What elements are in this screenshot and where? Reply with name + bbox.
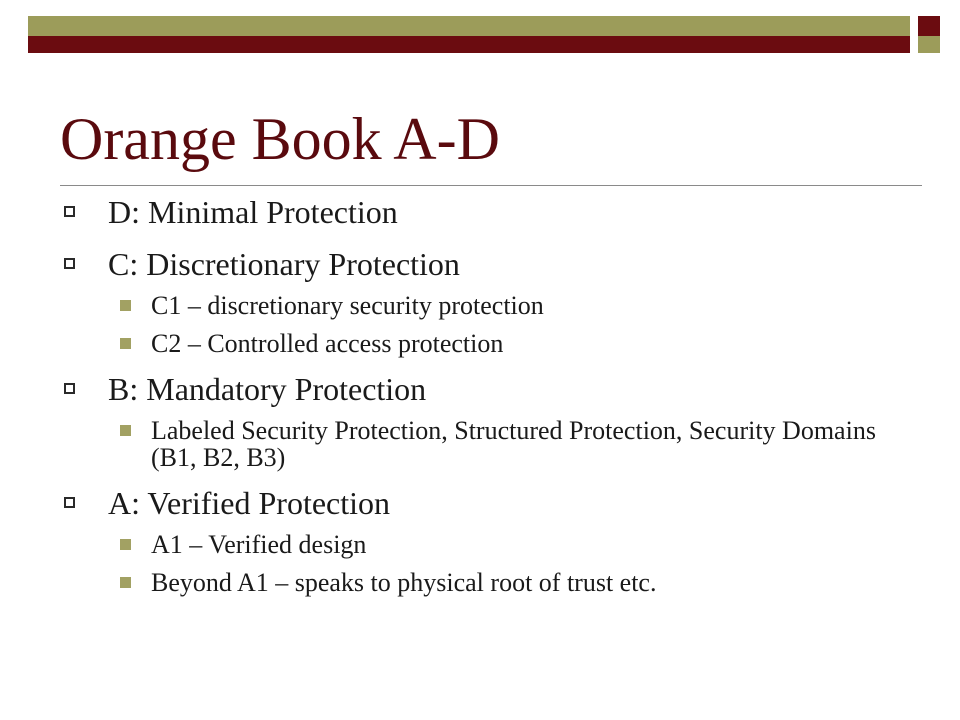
title-divider — [60, 185, 922, 186]
sub-bullet-a1 — [60, 531, 920, 558]
sub-bullet-label: Beyond A1 – speaks to physical root of trust etc. — [151, 568, 657, 597]
bullet-b — [60, 369, 920, 409]
bullet-a — [60, 483, 920, 523]
filled-square-bullet-icon — [120, 577, 131, 588]
bullet-d — [60, 192, 920, 232]
sub-bullet-label: C2 – Controlled access protection — [151, 329, 504, 358]
bullet-label: C: Discretionary Protection — [108, 246, 460, 282]
hollow-square-bullet-icon — [64, 206, 75, 217]
header-red-square — [918, 16, 940, 36]
sub-bullet-c2 — [60, 330, 920, 357]
sub-bullet-beyond-a1 — [60, 569, 920, 596]
bullet-c — [60, 244, 920, 284]
sub-bullet-label: Labeled Security Protection, Structured Protection, Security Domains (B1, B2, B3) — [151, 416, 876, 472]
filled-square-bullet-icon — [120, 300, 131, 311]
bullet-label: A: Verified Protection — [108, 485, 391, 521]
slide-title: Orange Book A-D — [60, 106, 500, 172]
sub-bullet-c1 — [60, 292, 920, 319]
hollow-square-bullet-icon — [64, 258, 75, 269]
bullet-label: D: Minimal Protection — [108, 194, 398, 230]
header-olive-bar — [28, 16, 910, 36]
filled-square-bullet-icon — [120, 425, 131, 436]
bullet-list — [60, 192, 920, 596]
sub-bullet-label: A1 – Verified design — [151, 530, 367, 559]
filled-square-bullet-icon — [120, 338, 131, 349]
header-olive-square — [918, 36, 940, 53]
header-red-bar — [28, 36, 910, 53]
hollow-square-bullet-icon — [64, 383, 75, 394]
sub-bullet-b — [60, 417, 920, 471]
hollow-square-bullet-icon — [64, 497, 75, 508]
bullet-label: B: Mandatory Protection — [108, 371, 427, 407]
sub-bullet-label: C1 – discretionary security protection — [151, 291, 544, 320]
filled-square-bullet-icon — [120, 539, 131, 550]
